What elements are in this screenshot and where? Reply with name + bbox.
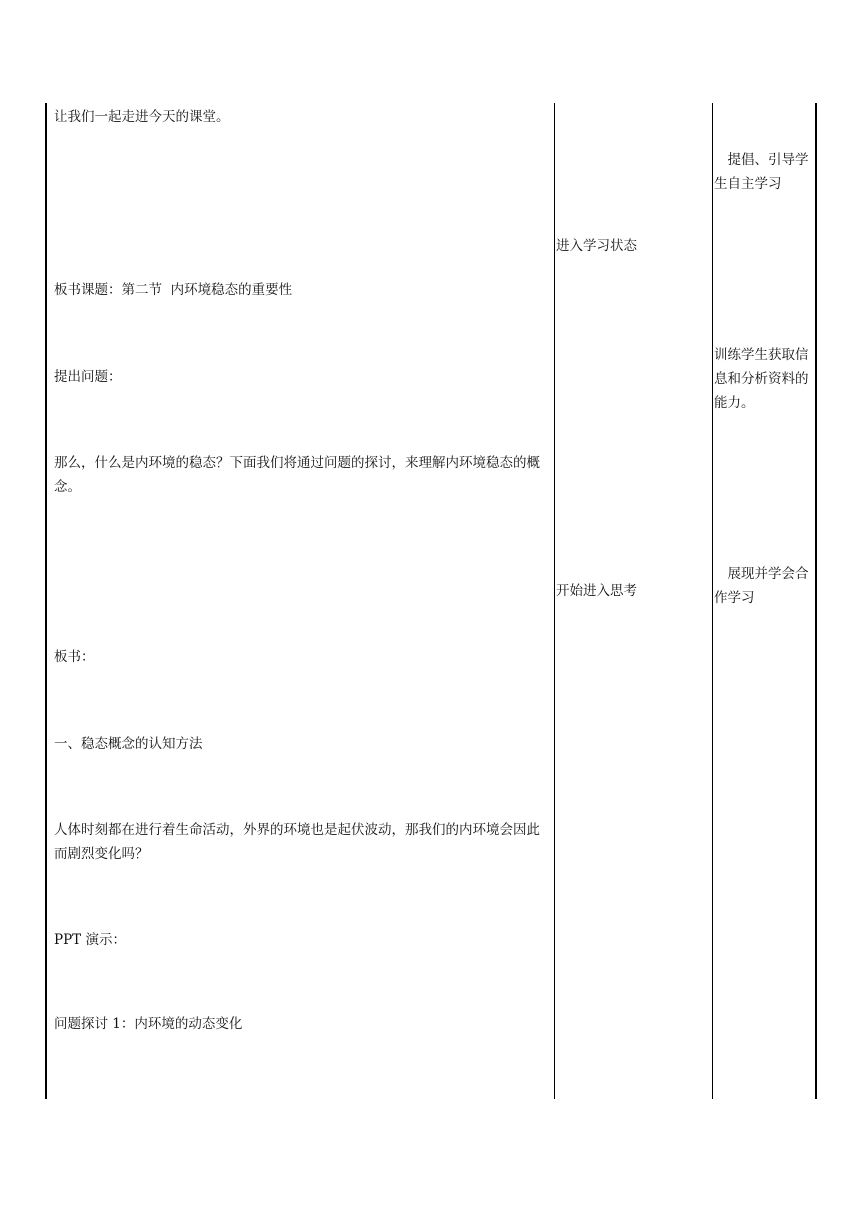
- teaching-text-question-prompt: 提出问题：: [54, 369, 122, 385]
- student-activity-2: 开始进入思考: [556, 583, 637, 599]
- teaching-text-discussion: 问题探讨 1：内环境的动态变化: [54, 1016, 243, 1032]
- teaching-text-board-title: 板书课题：第二节 内环境稳态的重要性: [54, 282, 293, 298]
- teaching-text-section-heading: 一、稳态概念的认知方法: [54, 736, 203, 752]
- design-intent-2: 训练学生获取信息和分析资料的能力。: [714, 347, 809, 411]
- table-border-right: [815, 103, 817, 1099]
- student-activity-1: 进入学习状态: [556, 238, 637, 254]
- design-intent-1: 提倡、引导学生自主学习: [714, 152, 809, 192]
- design-intent-3: 展现并学会合作学习: [714, 566, 809, 606]
- table-border-left: [45, 103, 47, 1099]
- teaching-text-question: 那么，什么是内环境的稳态？下面我们将通过问题的探讨，来理解内环境稳态的概念。: [54, 455, 540, 495]
- table-divider-1: [554, 103, 555, 1099]
- teaching-text-intro: 让我们一起走进今天的课堂。: [54, 109, 230, 125]
- table-divider-2: [712, 103, 713, 1099]
- teaching-text-body-question: 人体时刻都在进行着生命活动，外界的环境也是起伏波动，那我们的内环境会因此而剧烈变化吗？: [54, 822, 540, 862]
- teaching-text-ppt: PPT 演示：: [54, 932, 126, 948]
- teaching-text-board: 板书：: [54, 649, 95, 665]
